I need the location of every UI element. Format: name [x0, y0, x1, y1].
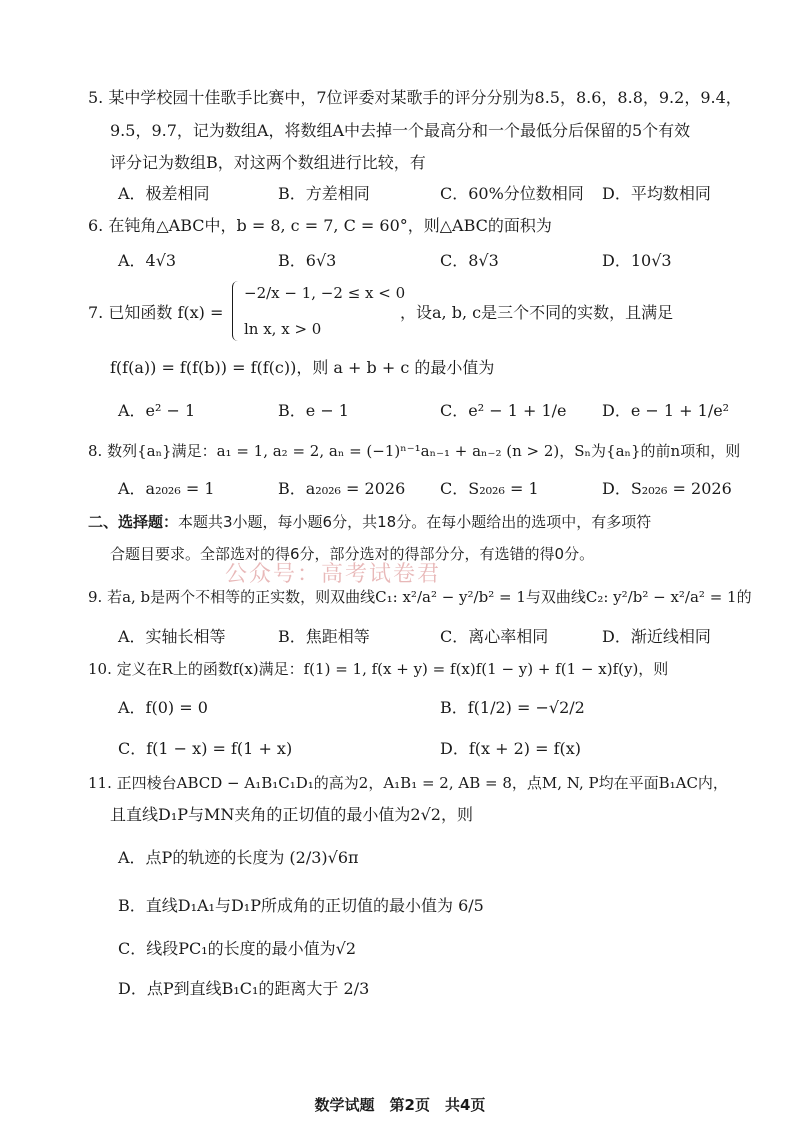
q5-option-c: C．60%分位数相同	[440, 184, 584, 203]
q11-option-d: D．点P到直线B₁C₁的距离大于 2/3	[118, 979, 370, 998]
q11-line-1: 11. 正四棱台ABCD − A₁B₁C₁D₁的高为2，A₁B₁ = 2, AB = 8，点M, N, P均在平面B₁AC内，	[88, 774, 728, 792]
q8-line-1: 8. 数列{aₙ}满足：a₁ = 1, a₂ = 2, aₙ = (−1)ⁿ⁻¹aₙ₋₁ + aₙ₋₂ (n > 2)，Sₙ为{aₙ}的前n项和，则	[88, 442, 741, 460]
q11-option-a: A．点P的轨迹的长度为 (2/3)√6π	[118, 848, 359, 867]
q5-line-1: 5. 某中学校园十佳歌手比赛中，7位评委对某歌手的评分分别为8.5，8.6，8.8，9.2，9.4，	[88, 88, 742, 107]
q8-option-c: C．S₂₀₂₆ = 1	[440, 479, 539, 498]
q5-option-d: D．平均数相同	[602, 184, 711, 203]
section2-line-2: 合题目要求。全部选对的得6分，部分选对的得部分分，有选错的得0分。	[110, 545, 595, 563]
q11-option-b: B．直线D₁A₁与D₁P所成角的正切值的最小值为 6/5	[118, 896, 484, 915]
q6-option-c: C．8√3	[440, 251, 499, 270]
q8-option-a: A．a₂₀₂₆ = 1	[118, 479, 215, 498]
q7-case-2: ln x, x > 0	[244, 320, 322, 338]
q11-line-2: 且直线D₁P与MN夹角的正切值的最小值为2√2，则	[110, 805, 473, 824]
q5-option-a: A．极差相同	[118, 184, 210, 203]
q7-option-c: C．e² − 1 + 1/e	[440, 401, 567, 420]
q11-option-c: C．线段PC₁的长度的最小值为√2	[118, 939, 357, 958]
q9-option-a: A．实轴长相等	[118, 627, 226, 646]
q5-line-3: 评分记为数组B，对这两个数组进行比较，有	[110, 153, 426, 172]
q5-line-2: 9.5，9.7，记为数组A，将数组A中去掉一个最高分和一个最低分后保留的5个有效	[110, 121, 691, 140]
section2-line-1	[88, 511, 651, 533]
q6-line-1: 6. 在钝角△ABC中，b = 8, c = 7, C = 60°，则△ABC的面积为	[88, 216, 552, 235]
q10-line-1: 10. 定义在R上的函数f(x)满足：f(1) = 1, f(x + y) = f(x)f(1 − y) + f(1 − x)f(y)，则	[88, 660, 669, 678]
section2-text-1: 本题共3小题，每小题6分，共18分。在每小题给出的选项中，有多项符	[178, 513, 652, 531]
page-footer: 数学试题 第2页 共4页	[314, 1096, 486, 1114]
q7-option-d: D．e − 1 + 1/e²	[602, 401, 730, 420]
q6-option-b: B．6√3	[278, 251, 337, 270]
q10-option-d: D．f(x + 2) = f(x)	[440, 739, 582, 758]
q9-option-b: B．焦距相等	[278, 627, 370, 646]
q7-suffix: ，设a, b, c是三个不同的实数，且满足	[400, 303, 674, 322]
q6-option-d: D．10√3	[602, 251, 672, 270]
watermark: 公众号：高考试卷君	[225, 562, 442, 587]
q9-option-d: D．渐近线相同	[602, 627, 711, 646]
q8-option-d: D．S₂₀₂₆ = 2026	[602, 479, 732, 498]
q6-option-a: A．4√3	[118, 251, 177, 270]
section2-heading: 二、选择题：	[88, 513, 179, 531]
q9-line-1: 9. 若a, b是两个不相等的正实数，则双曲线C₁: x²/a² − y²/b² = 1与双曲线C₂: y²/b² − x²/a² = 1的	[88, 588, 752, 606]
q9-option-c: C．离心率相同	[440, 627, 549, 646]
q10-option-a: A．f(0) = 0	[118, 698, 208, 717]
q7-option-b: B．e − 1	[278, 401, 349, 420]
q10-option-b: B．f(1/2) = −√2/2	[440, 698, 585, 717]
q7-prefix: 7. 已知函数 f(x) =	[88, 303, 224, 322]
q7-brace	[232, 281, 241, 341]
q8-option-b: B．a₂₀₂₆ = 2026	[278, 479, 406, 498]
q7-option-a: A．e² − 1	[118, 401, 196, 420]
q7-line-2: f(f(a)) = f(f(b)) = f(f(c))，则 a + b + c 的最小值为	[110, 358, 495, 377]
q10-option-c: C．f(1 − x) = f(1 + x)	[118, 739, 293, 758]
q7-case-1: −2/x − 1, −2 ≤ x < 0	[244, 284, 406, 302]
q5-option-b: B．方差相同	[278, 184, 370, 203]
